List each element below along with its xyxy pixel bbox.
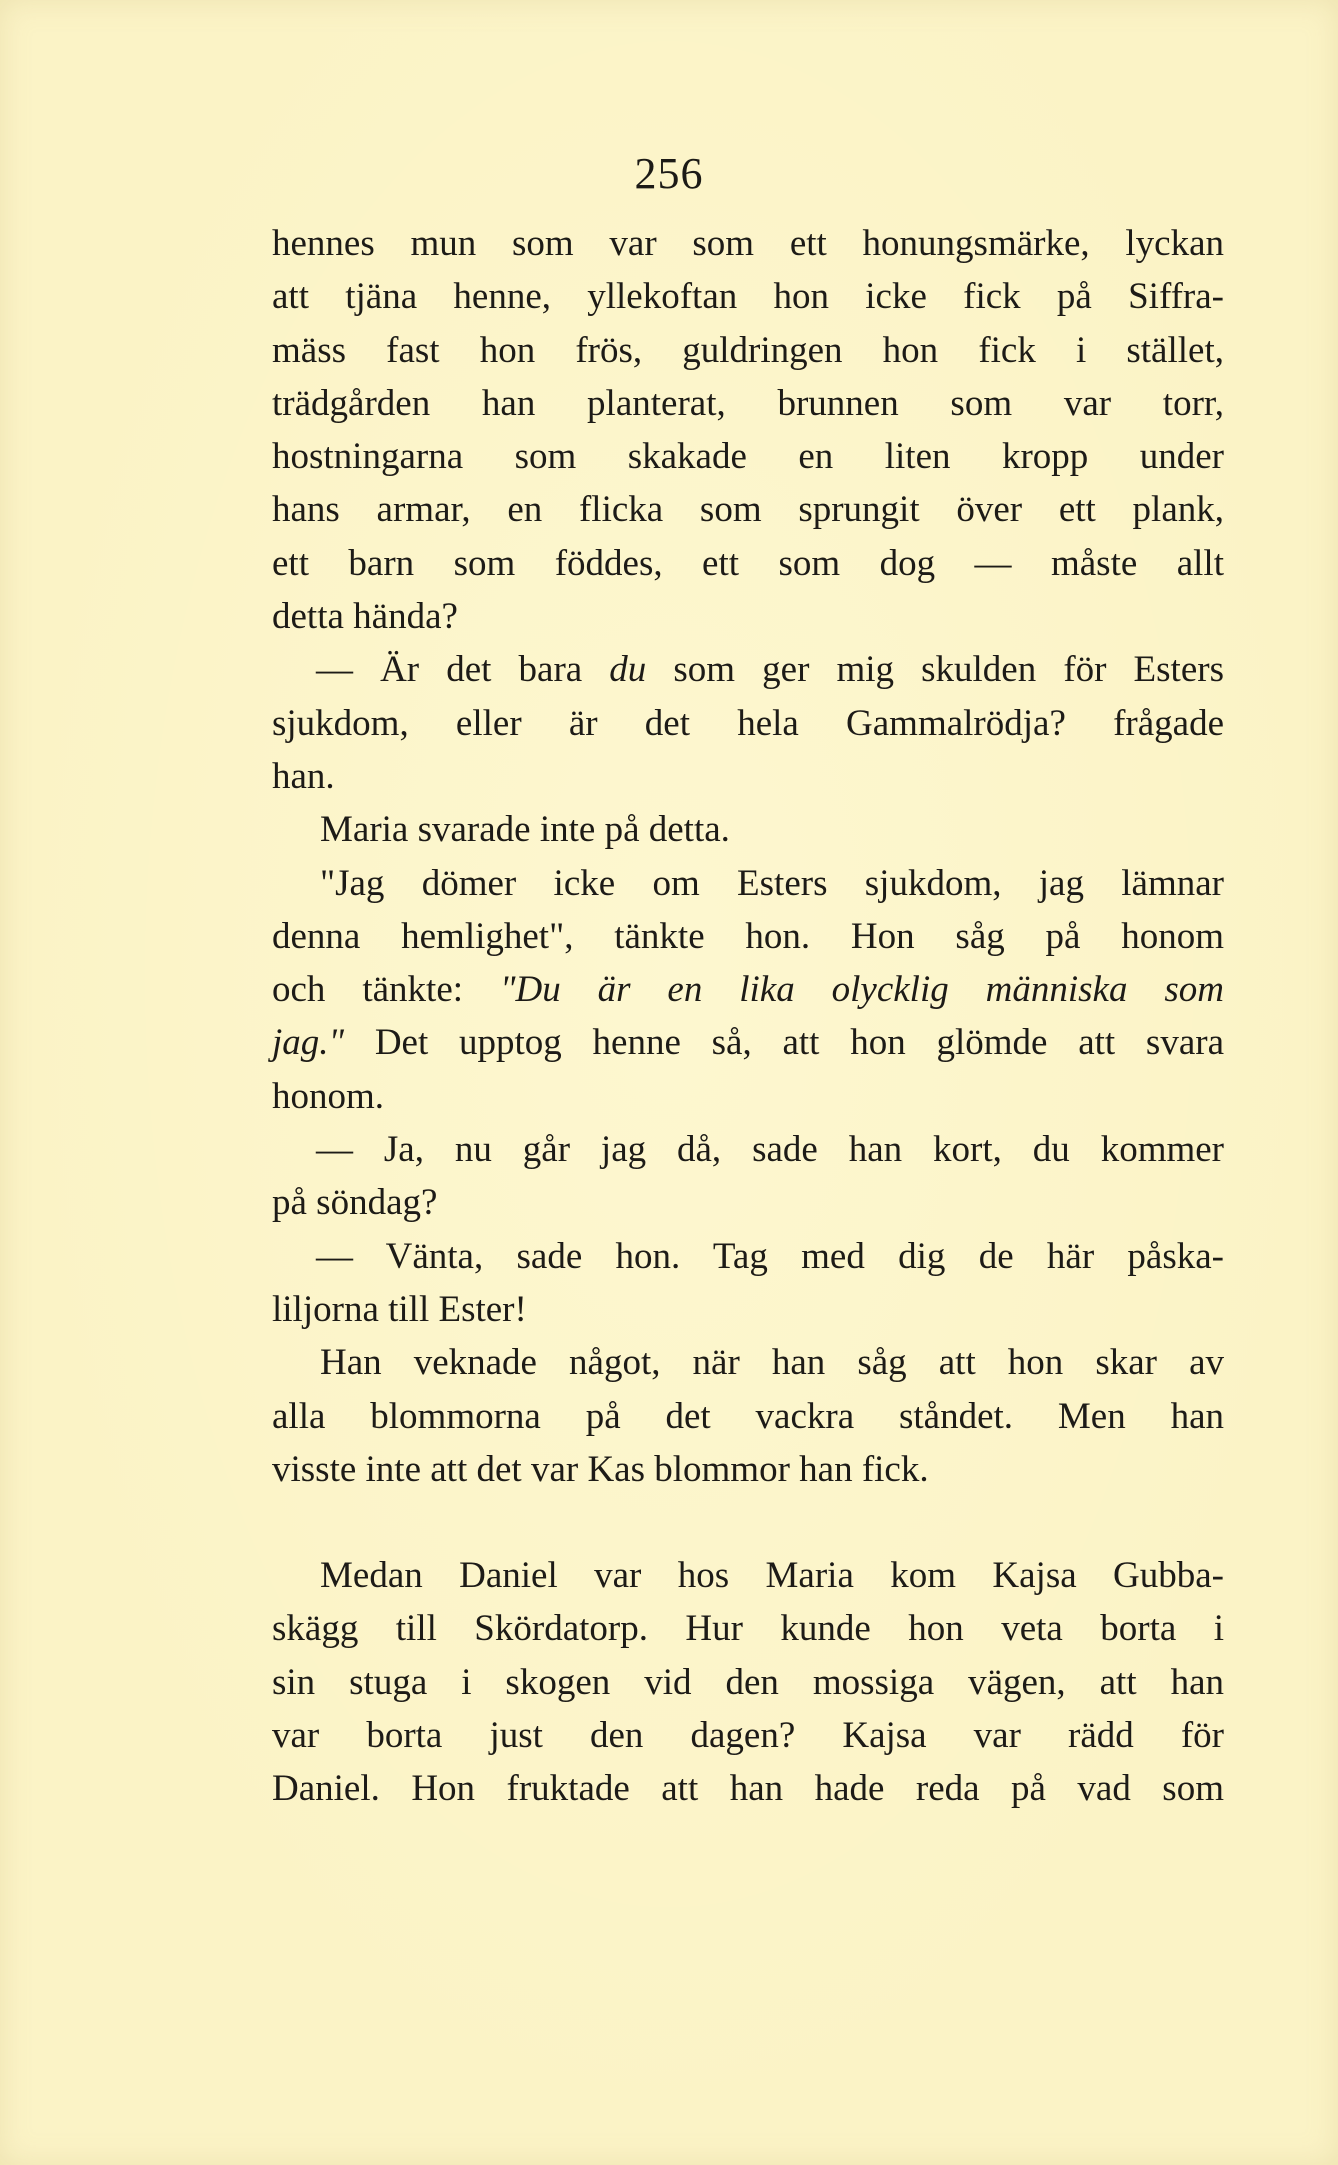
text-line: Maria svarade inte på detta. <box>320 809 730 851</box>
text-line: var borta just den dagen? Kajsa var rädd för <box>272 1715 1224 1757</box>
text-line: och tänkte: "Du är en lika olycklig människa som <box>272 969 1225 1011</box>
text-line: trädgården han planterat, brunnen som var torr, <box>272 382 1224 424</box>
text-line: att tjäna henne, yllekoftan hon icke fick på Siffra- <box>272 276 1224 318</box>
text-line: detta hända? <box>272 596 458 638</box>
text-line: sin stuga i skogen vid den mossiga vägen, att han <box>272 1661 1224 1703</box>
text-line: hostningarna som skakade en liten kropp under <box>272 436 1224 478</box>
text-line: Han veknade något, när han såg att hon skar av <box>320 1342 1224 1384</box>
text-line: jag." Det upptog henne så, att hon glömde att svara <box>272 1022 1224 1064</box>
text-line: Medan Daniel var hos Maria kom Kajsa Gubba- <box>320 1555 1224 1597</box>
text-line: denna hemlighet", tänkte hon. Hon såg på honom <box>272 915 1224 957</box>
text-line: liljorna till Ester! <box>272 1288 527 1330</box>
text-line: ett barn som föddes, ett som dog — måste allt <box>272 542 1224 584</box>
text-line: på söndag? <box>272 1182 438 1224</box>
text-line: visste inte att det var Kas blommor han fick. <box>272 1448 929 1490</box>
text-line: skägg till Skördatorp. Hur kunde hon veta borta i <box>272 1608 1224 1650</box>
text-line: honom. <box>272 1075 385 1117</box>
section-break <box>272 1496 1224 1549</box>
text-line: han. <box>272 755 335 797</box>
text-line: hennes mun som var som ett honungsmärke, lyckan <box>272 223 1224 264</box>
page-number: 256 <box>634 149 704 198</box>
text-line: — Ja, nu går jag då, sade han kort, du kommer <box>316 1129 1224 1171</box>
text-line: "Jag dömer icke om Esters sjukdom, jag lämnar <box>320 862 1224 904</box>
text-line: — Är det bara du som ger mig skulden för Esters <box>316 649 1224 691</box>
text-line: alla blommorna på det vackra ståndet. Men han <box>272 1395 1224 1437</box>
text-line: Daniel. Hon fruktade att han hade reda på vad som <box>272 1768 1224 1810</box>
text-line: mäss fast hon frös, guldringen hon fick i stället, <box>272 329 1224 371</box>
body-text <box>272 217 1224 1816</box>
text-line: hans armar, en flicka som sprungit över ett plank, <box>272 489 1224 531</box>
text-line: — Vänta, sade hon. Tag med dig de här påska- <box>316 1235 1224 1277</box>
text-line: sjukdom, eller är det hela Gammalrödja? frågade <box>272 702 1224 744</box>
